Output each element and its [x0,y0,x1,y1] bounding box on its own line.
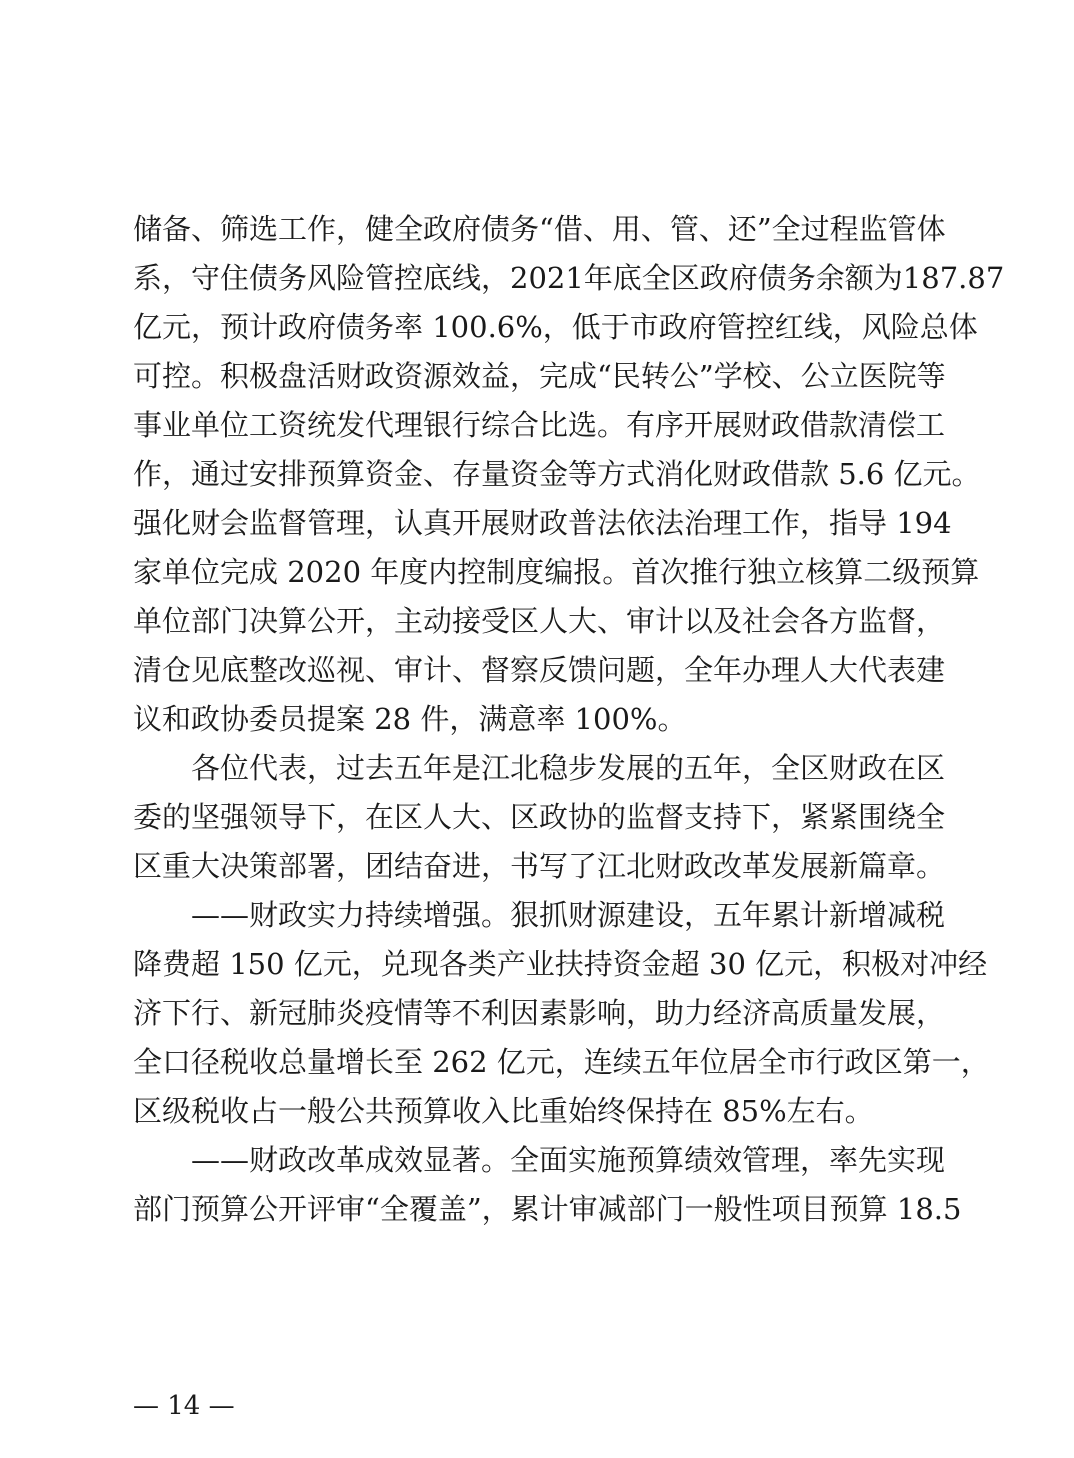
text-line-16: 降费超 150 亿元，兑现各类产业扶持资金超 30 亿元，积极对冲经 [133,947,988,981]
text-line-17: 济下行、新冠肺炎疫情等不利因素影响，助力经济高质量发展， [133,996,946,1030]
body-text [133,205,1005,1234]
text-line-7: 强化财会监督管理，认真开展财政普法依法治理工作，指导 194 [133,506,952,540]
text-line-1: 储备、筛选工作，健全政府债务“借、用、管、还”全过程监管体 [133,212,946,246]
text-line-2: 系，守住债务风险管控底线，2021年底全区政府债务余额为187.87 [133,261,1005,295]
text-line-8: 家单位完成 2020 年度内控制度编报。首次推行独立核算二级预算 [133,555,980,589]
text-line-19: 区级税收占一般公共预算收入比重始终保持在 85%左右。 [133,1094,874,1128]
text-line-12: 各位代表，过去五年是江北稳步发展的五年，全区财政在区 [191,751,946,785]
text-line-15: ——财政实力持续增强。狠抓财源建设，五年累计新增减税 [191,898,946,932]
text-line-6: 作，通过安排预算资金、存量资金等方式消化财政借款 5.6 亿元。 [133,457,981,491]
text-line-14: 区重大决策部署，团结奋进，书写了江北财政改革发展新篇章。 [133,849,946,883]
text-line-4: 可控。积极盘活财政资源效益，完成“民转公”学校、公立医院等 [133,359,946,393]
text-line-20: ——财政改革成效显著。全面实施预算绩效管理，率先实现 [191,1143,946,1177]
text-line-10: 清仓见底整改巡视、审计、督察反馈问题，全年办理人大代表建 [133,653,946,687]
text-line-13: 委的坚强领导下，在区人大、区政协的监督支持下，紧紧围绕全 [133,800,946,834]
text-line-9: 单位部门决算公开，主动接受区人大、审计以及社会各方监督， [133,604,946,638]
text-line-18: 全口径税收总量增长至 262 亿元，连续五年位居全市行政区第一， [133,1045,990,1079]
text-line-5: 事业单位工资统发代理银行综合比选。有序开展财政借款清偿工 [133,408,946,442]
text-line-3: 亿元，预计政府债务率 100.6%，低于市政府管控红线，风险总体 [133,310,978,344]
page-number: — 14 — [133,1391,235,1421]
text-line-11: 议和政协委员提案 28 件，满意率 100%。 [133,702,687,736]
text-line-21: 部门预算公开评审“全覆盖”，累计审减部门一般性项目预算 18.5 [133,1192,962,1226]
